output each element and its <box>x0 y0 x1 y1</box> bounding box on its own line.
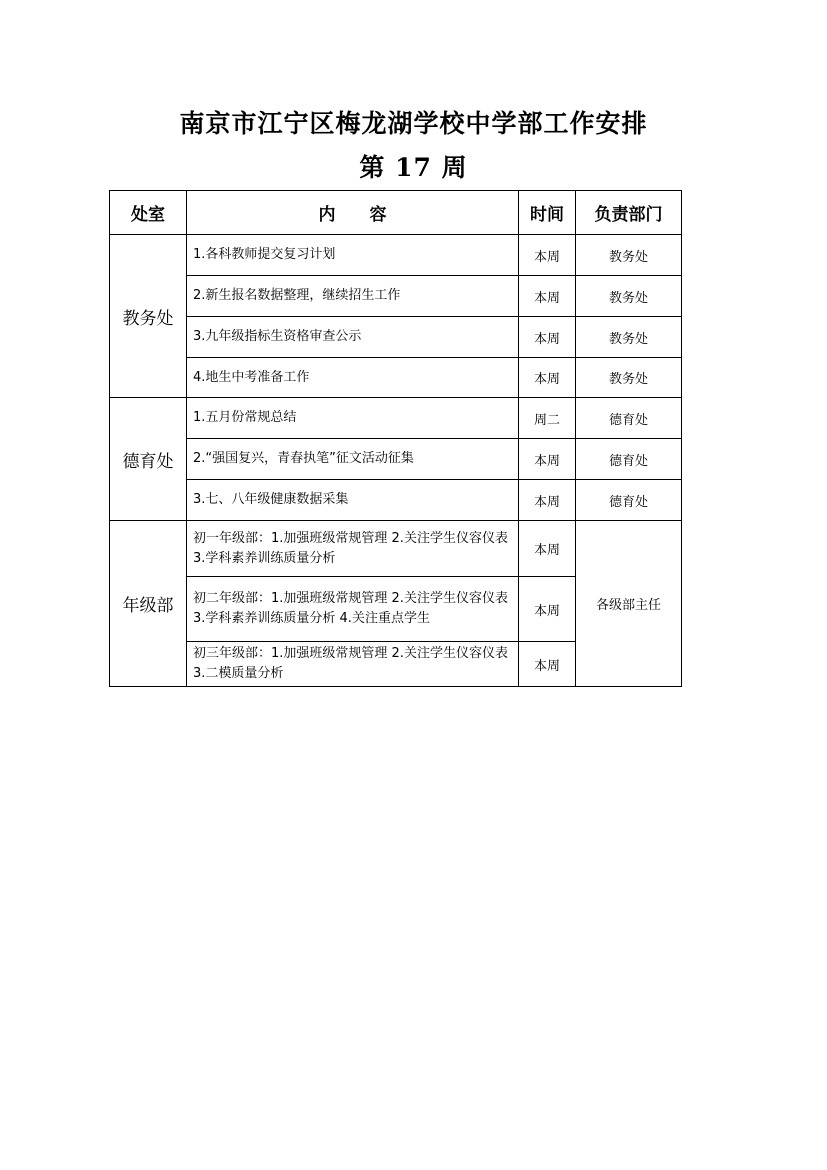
table-row <box>110 358 682 398</box>
table-header-row <box>110 191 682 235</box>
content-cell: 初二年级部：1.加强班级常规管理 2.关注学生仪容仪表 3.学科素养训练质量分析 4.关注重点学生 <box>187 577 519 642</box>
owner-cell: 教务处 <box>576 276 682 317</box>
time-cell: 本周 <box>519 521 576 577</box>
content-cell: 初三年级部：1.加强班级常规管理 2.关注学生仪容仪表 3.二模质量分析 <box>187 642 519 687</box>
schedule-table <box>109 190 682 687</box>
header-office: 处室 <box>110 191 187 235</box>
table-row <box>110 521 682 577</box>
header-owner: 负责部门 <box>576 191 682 235</box>
time-cell: 本周 <box>519 358 576 398</box>
office-cell: 年级部 <box>110 521 187 687</box>
content-cell: 2.新生报名数据整理，继续招生工作 <box>187 276 519 317</box>
owner-cell: 德育处 <box>576 480 682 521</box>
owner-cell: 教务处 <box>576 235 682 276</box>
time-cell: 本周 <box>519 480 576 521</box>
owner-cell: 德育处 <box>576 398 682 439</box>
time-cell: 周二 <box>519 398 576 439</box>
content-cell: 1.各科教师提交复习计划 <box>187 235 519 276</box>
table-row <box>110 276 682 317</box>
table-row <box>110 317 682 358</box>
time-cell: 本周 <box>519 439 576 480</box>
content-cell: 1.五月份常规总结 <box>187 398 519 439</box>
header-time: 时间 <box>519 191 576 235</box>
content-cell: 4.地生中考准备工作 <box>187 358 519 398</box>
table-row <box>110 480 682 521</box>
time-cell: 本周 <box>519 642 576 687</box>
office-cell: 德育处 <box>110 398 187 521</box>
time-cell: 本周 <box>519 317 576 358</box>
content-cell: 2.“强国复兴，青春执笔”征文活动征集 <box>187 439 519 480</box>
document-title: 南京市江宁区梅龙湖学校中学部工作安排 <box>179 109 648 138</box>
week-label: 第 17 周 <box>359 153 468 182</box>
owner-cell: 各级部主任 <box>576 521 682 687</box>
owner-cell: 德育处 <box>576 439 682 480</box>
time-cell: 本周 <box>519 276 576 317</box>
content-cell: 3.九年级指标生资格审查公示 <box>187 317 519 358</box>
time-cell: 本周 <box>519 235 576 276</box>
table-row <box>110 398 682 439</box>
office-cell: 教务处 <box>110 235 187 398</box>
content-cell: 3.七、八年级健康数据采集 <box>187 480 519 521</box>
owner-cell: 教务处 <box>576 317 682 358</box>
time-cell: 本周 <box>519 577 576 642</box>
content-cell: 初一年级部：1.加强班级常规管理 2.关注学生仪容仪表 3.学科素养训练质量分析 <box>187 521 519 577</box>
table-row <box>110 235 682 276</box>
table-row <box>110 439 682 480</box>
owner-cell: 教务处 <box>576 358 682 398</box>
header-content: 内 容 <box>187 191 519 235</box>
